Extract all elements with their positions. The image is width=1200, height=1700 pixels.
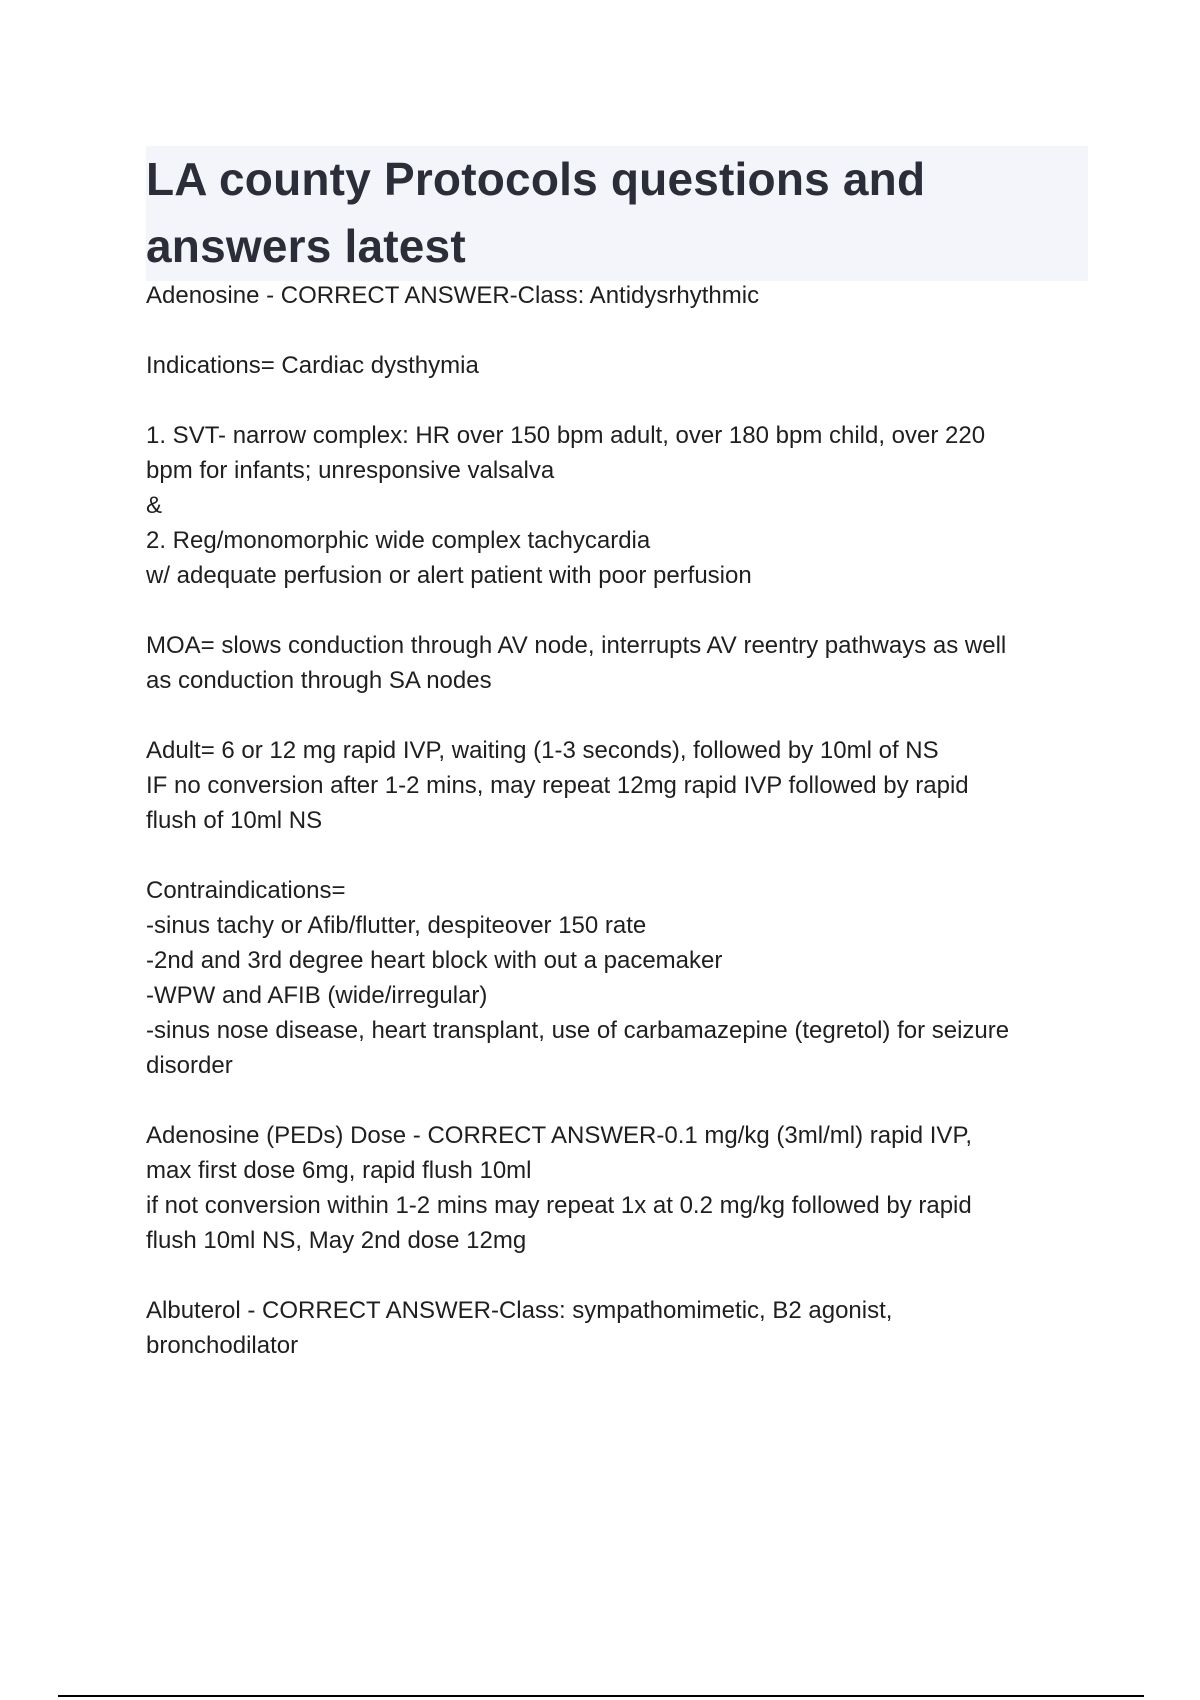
text-line: 2. Reg/monomorphic wide complex tachycardia — [146, 527, 651, 554]
text-line: 1. SVT- narrow complex: HR over 150 bpm adult, over 180 bpm child, over 220 — [146, 422, 986, 449]
text-line: bronchodilator — [146, 1332, 299, 1359]
text-line: if not conversion within 1-2 mins may repeat 1x at 0.2 mg/kg followed by rapid — [146, 1192, 972, 1219]
text-line: Contraindications= — [146, 877, 346, 904]
text-line: -sinus tachy or Afib/flutter, despiteover 150 rate — [146, 912, 647, 939]
text-line: -WPW and AFIB (wide/irregular) — [146, 982, 488, 1009]
document-title — [146, 146, 1088, 280]
page-bottom-rule — [58, 1695, 1144, 1697]
text-line: disorder — [146, 1052, 233, 1079]
text-line: Indications= Cardiac dysthymia — [146, 352, 479, 379]
paragraph — [146, 418, 1106, 593]
text-line: flush 10ml NS, May 2nd dose 12mg — [146, 1227, 527, 1254]
text-line: Albuterol - CORRECT ANSWER-Class: sympathomimetic, B2 agonist, — [146, 1297, 893, 1324]
text-line: max first dose 6mg, rapid flush 10ml — [146, 1157, 532, 1184]
paragraph-gap — [146, 383, 1106, 418]
text-line: Adult= 6 or 12 mg rapid IVP, waiting (1-3 seconds), followed by 10ml of NS — [146, 737, 939, 764]
paragraph — [146, 348, 1106, 383]
paragraph-gap — [146, 1083, 1106, 1118]
paragraph — [146, 628, 1106, 698]
text-line: bpm for infants; unresponsive valsalva — [146, 457, 555, 484]
text-line: Adenosine (PEDs) Dose - CORRECT ANSWER-0.1 mg/kg (3ml/ml) rapid IVP, — [146, 1122, 973, 1149]
paragraph — [146, 278, 1106, 313]
title-line: LA county Protocols questions and — [146, 153, 926, 205]
text-line: as conduction through SA nodes — [146, 667, 492, 694]
paragraph-gap — [146, 838, 1106, 873]
paragraph — [146, 1118, 1106, 1258]
text-line: & — [146, 492, 163, 519]
paragraph — [146, 1293, 1106, 1363]
paragraph-gap — [146, 698, 1106, 733]
text-line: Adenosine - CORRECT ANSWER-Class: Antidysrhythmic — [146, 282, 760, 309]
text-line: IF no conversion after 1-2 mins, may repeat 12mg rapid IVP followed by rapid — [146, 772, 969, 799]
title-block — [146, 146, 1088, 281]
text-line: MOA= slows conduction through AV node, interrupts AV reentry pathways as well — [146, 632, 1007, 659]
text-line: -sinus nose disease, heart transplant, use of carbamazepine (tegretol) for seizure — [146, 1017, 1010, 1044]
text-line: flush of 10ml NS — [146, 807, 323, 834]
paragraph — [146, 733, 1106, 838]
paragraph — [146, 873, 1106, 1083]
text-line: w/ adequate perfusion or alert patient with poor perfusion — [146, 562, 752, 589]
title-line: answers latest — [146, 220, 466, 272]
text-line: -2nd and 3rd degree heart block with out a pacemaker — [146, 947, 723, 974]
paragraph-gap — [146, 1258, 1106, 1293]
paragraph-gap — [146, 313, 1106, 348]
paragraph-gap — [146, 593, 1106, 628]
document-body — [146, 278, 1106, 1363]
